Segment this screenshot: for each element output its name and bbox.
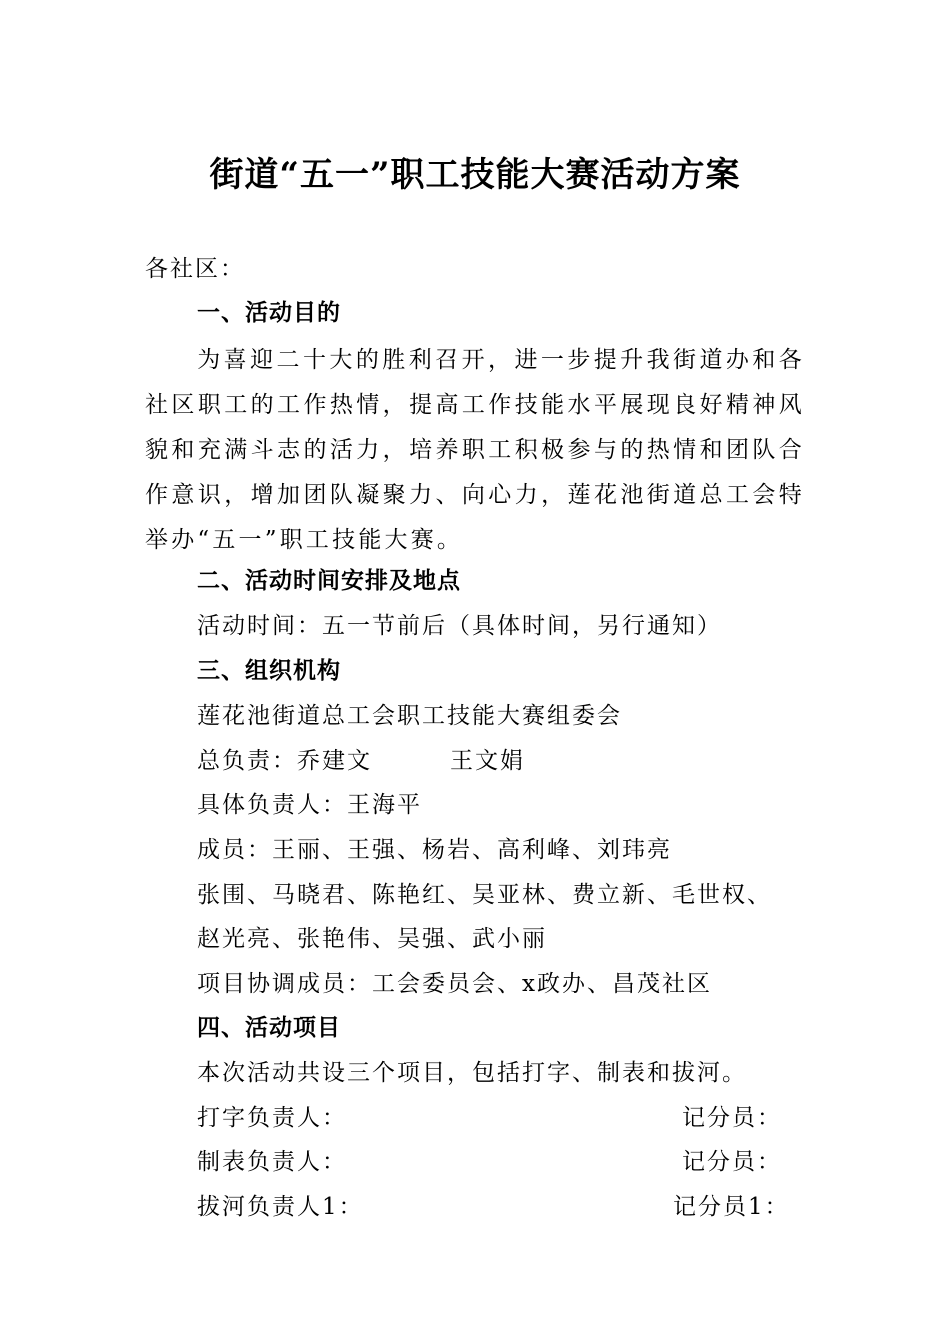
section-heading-organization: 三、组织机构 bbox=[197, 658, 341, 684]
tug-of-war-scorer-label: 记分员1： bbox=[673, 1194, 790, 1220]
chief-responsible-label: 总负责：乔建文 bbox=[197, 748, 372, 774]
members-line-2: 张围、马晓君、陈艳红、吴亚林、费立新、毛世权、 bbox=[197, 882, 772, 908]
typing-scorer-label: 记分员： bbox=[682, 1105, 782, 1131]
purpose-paragraph bbox=[145, 338, 805, 563]
chief-responsible-second: 王文娟 bbox=[450, 748, 525, 774]
organizing-committee: 莲花池街道总工会职工技能大赛组委会 bbox=[197, 703, 622, 729]
specific-responsible: 具体负责人：王海平 bbox=[197, 792, 422, 818]
activity-time: 活动时间：五一节前后（具体时间，另行通知） bbox=[197, 613, 722, 639]
members-line-3: 赵光亮、张艳伟、吴强、武小丽 bbox=[197, 926, 547, 952]
document-title: 街道“五一”职工技能大赛活动方案 bbox=[209, 155, 741, 195]
chief-responsible bbox=[197, 744, 525, 778]
salutation: 各社区： bbox=[145, 256, 245, 282]
coordination-members: 项目协调成员：工会委员会、x政办、昌茂社区 bbox=[197, 971, 712, 997]
section-heading-time-place: 二、活动时间安排及地点 bbox=[197, 568, 461, 594]
activities-intro: 本次活动共设三个项目，包括打字、制表和拔河。 bbox=[197, 1060, 747, 1086]
tabulation-lead-label: 制表负责人： bbox=[197, 1149, 347, 1175]
section-heading-activities: 四、活动项目 bbox=[197, 1015, 341, 1041]
tug-of-war-lead-label: 拔河负责人1： bbox=[197, 1194, 364, 1220]
section-heading-purpose: 一、活动目的 bbox=[197, 300, 341, 326]
tabulation-scorer-label: 记分员： bbox=[682, 1149, 782, 1175]
purpose-text: 为喜迎二十大的胜利召开，进一步提升我街道办和各社区职工的工作热情，提高工作技能水平展现良好精神风貌和充满斗志的活力，培养职工积极参与的热情和团队合作意识，增加团队凝聚力、向心力，莲花池街道总工会特举办“五一”职工技能大赛。 bbox=[145, 347, 805, 553]
members-line-1: 成员：王丽、王强、杨岩、高利峰、刘玮亮 bbox=[197, 837, 672, 863]
typing-lead-label: 打字负责人： bbox=[197, 1105, 347, 1131]
